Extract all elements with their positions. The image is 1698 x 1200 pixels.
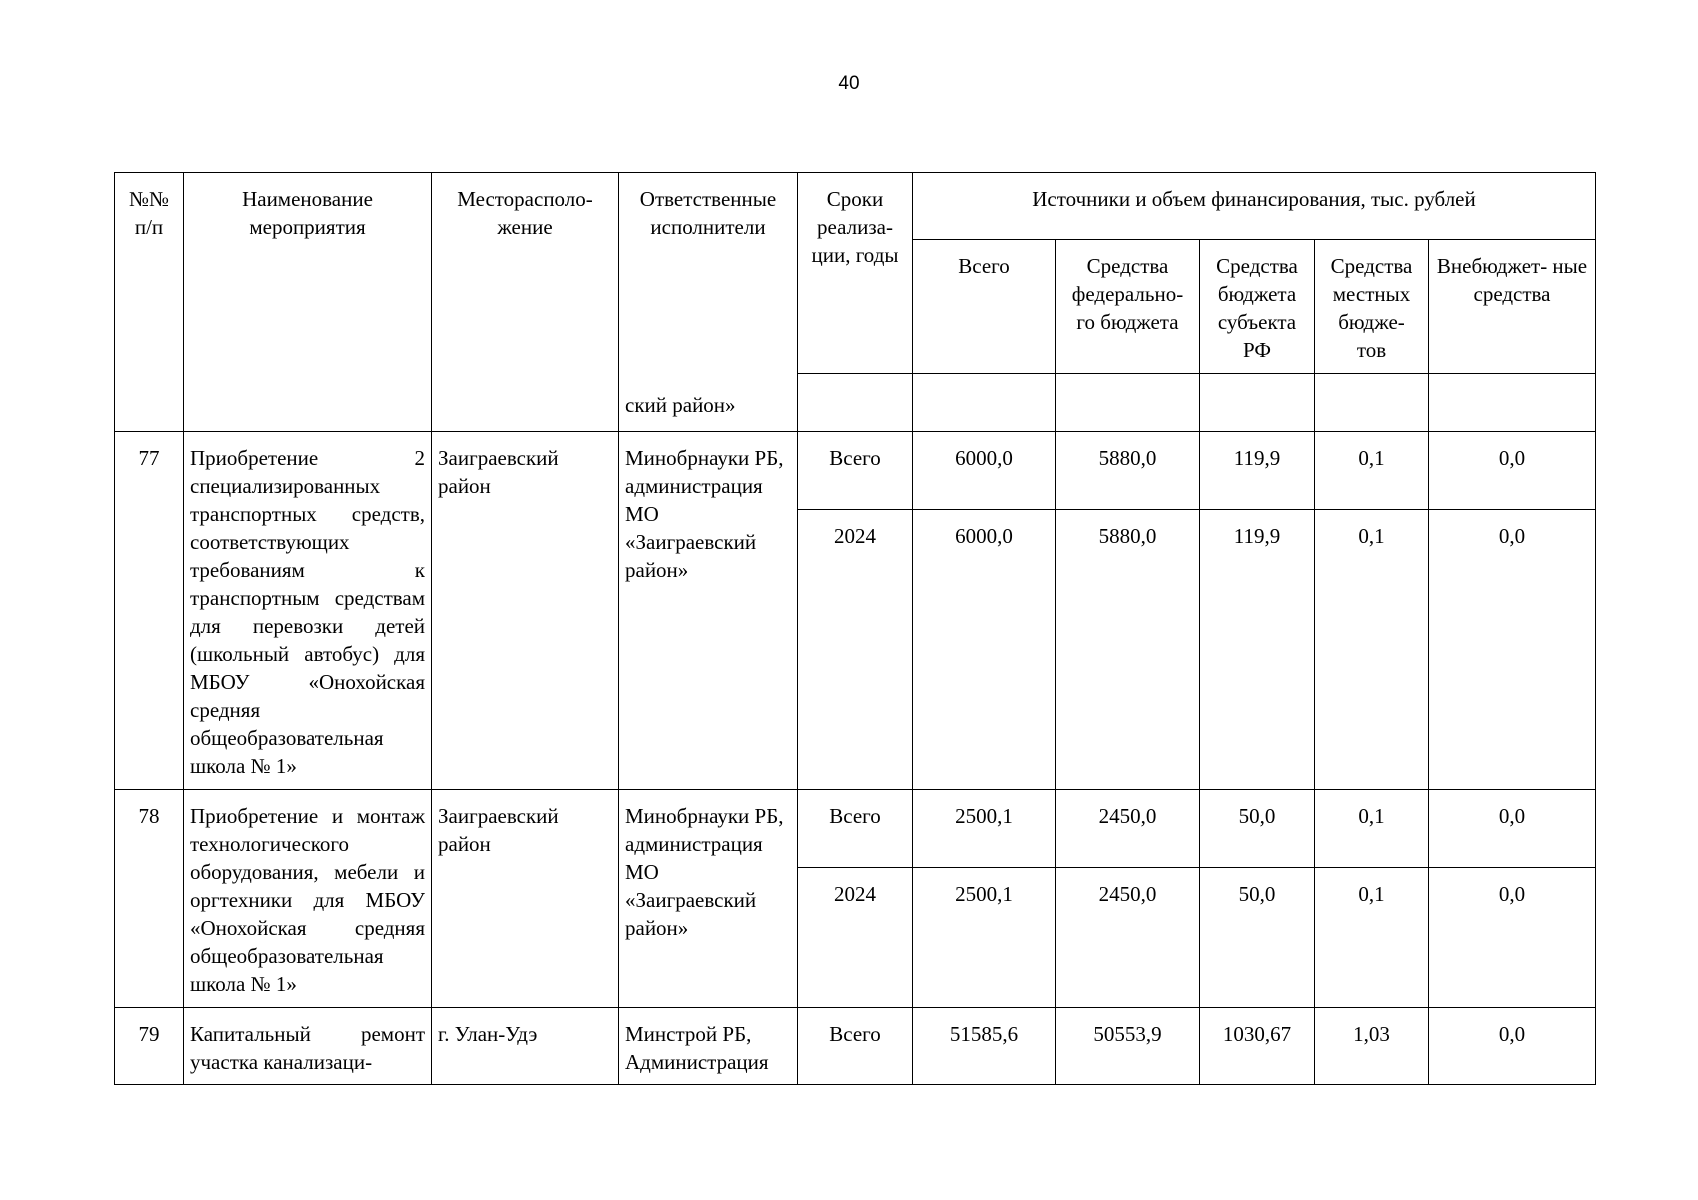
header-responsible: Ответственные исполнители xyxy=(639,187,777,239)
row-federal: 5880,0 xyxy=(1056,510,1200,790)
row-total: 51585,6 xyxy=(913,1008,1056,1085)
row-total: 2500,1 xyxy=(913,868,1056,1008)
row-subject: 119,9 xyxy=(1200,510,1315,790)
row-local: 0,1 xyxy=(1315,868,1429,1008)
row-name: Приобретение 2 специализированных транспортных средств, соответствующих требованиям к транспортным средствам для перевозки детей (школьный автобус) для МБОУ «Онохойская средняя общеобразовательная школа № 1» xyxy=(184,432,432,790)
header-federal: Средства федерально- го бюджета xyxy=(1056,240,1200,374)
header-terms: Сроки реализа- ции, годы xyxy=(798,173,913,374)
header-responsible-cell xyxy=(619,173,798,432)
header-num: №№ п/п xyxy=(115,173,184,432)
row-name: Приобретение и монтаж технологического оборудования, мебели и оргтехники для МБОУ «Онохойская средняя общеобразовательная школа № 1» xyxy=(184,790,432,1008)
blank-cell xyxy=(798,374,913,432)
blank-cell xyxy=(1056,374,1200,432)
row-local: 0,1 xyxy=(1315,432,1429,510)
row-subject: 50,0 xyxy=(1200,868,1315,1008)
row-offbudget: 0,0 xyxy=(1429,868,1596,1008)
row-num: 78 xyxy=(115,790,184,1008)
row-federal: 5880,0 xyxy=(1056,432,1200,510)
header-financing: Источники и объем финансирования, тыс. рублей xyxy=(913,173,1596,240)
row-name: Капитальный ремонт участка канализаци- xyxy=(184,1008,432,1085)
row-term: 2024 xyxy=(798,868,913,1008)
header-row xyxy=(115,173,1596,240)
row-num: 77 xyxy=(115,432,184,790)
row-offbudget: 0,0 xyxy=(1429,790,1596,868)
page-number: 40 xyxy=(838,73,860,94)
row-subject: 119,9 xyxy=(1200,432,1315,510)
row-total: 2500,1 xyxy=(913,790,1056,868)
blank-cell xyxy=(1200,374,1315,432)
blank-cell xyxy=(1429,374,1596,432)
table-row xyxy=(115,1008,1596,1085)
row-location: Заиграевский район xyxy=(432,790,619,1008)
header-total: Всего xyxy=(913,240,1056,374)
header-local: Средства местных бюдже- тов xyxy=(1315,240,1429,374)
row-total: 6000,0 xyxy=(913,510,1056,790)
row-subject: 1030,67 xyxy=(1200,1008,1315,1085)
row-num: 79 xyxy=(115,1008,184,1085)
row-local: 0,1 xyxy=(1315,510,1429,790)
row-total: 6000,0 xyxy=(913,432,1056,510)
table-row xyxy=(115,432,1596,510)
table-row xyxy=(115,790,1596,868)
row-responsible: Минобрнауки РБ, администрация МО «Заиграевский район» xyxy=(619,790,798,1008)
header-location: Месторасполо- жение xyxy=(432,173,619,432)
row-local: 0,1 xyxy=(1315,790,1429,868)
row-subject: 50,0 xyxy=(1200,790,1315,868)
row-location: Заиграевский район xyxy=(432,432,619,790)
row-offbudget: 0,0 xyxy=(1429,1008,1596,1085)
row-term: Всего xyxy=(798,1008,913,1085)
row-term: 2024 xyxy=(798,510,913,790)
row-term: Всего xyxy=(798,790,913,868)
row-local: 1,03 xyxy=(1315,1008,1429,1085)
header-offbudget: Внебюджет- ные средства xyxy=(1429,240,1596,374)
row-term: Всего xyxy=(798,432,913,510)
row-federal: 2450,0 xyxy=(1056,790,1200,868)
row-responsible: Минстрой РБ, Администрация xyxy=(619,1008,798,1085)
header-carryover-text: ский район» xyxy=(625,393,736,417)
row-offbudget: 0,0 xyxy=(1429,510,1596,790)
row-location: г. Улан-Удэ xyxy=(432,1008,619,1085)
blank-cell xyxy=(1315,374,1429,432)
header-subject: Средства бюджета субъекта РФ xyxy=(1200,240,1315,374)
row-federal: 2450,0 xyxy=(1056,868,1200,1008)
row-responsible: Минобрнауки РБ, администрация МО «Заиграевский район» xyxy=(619,432,798,790)
blank-cell xyxy=(913,374,1056,432)
header-name: Наименование мероприятия xyxy=(184,173,432,432)
row-offbudget: 0,0 xyxy=(1429,432,1596,510)
financing-table xyxy=(114,172,1596,1085)
row-federal: 50553,9 xyxy=(1056,1008,1200,1085)
